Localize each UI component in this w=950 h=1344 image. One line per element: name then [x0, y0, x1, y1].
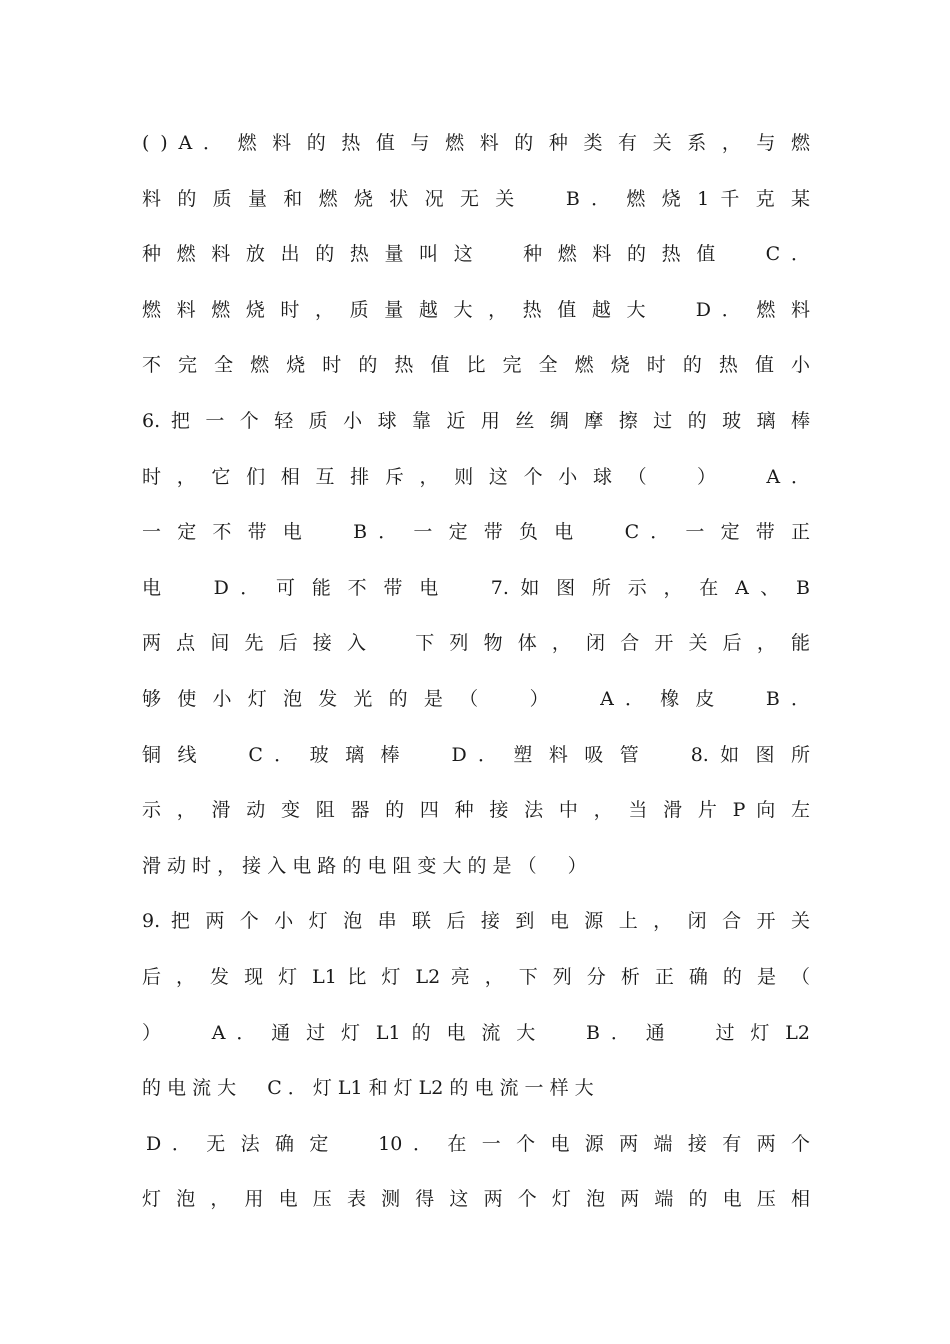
text-line-9: 电 D ． 可 能 不 带 电 7. 如 图 所 示 ， 在 A 、 B	[142, 576, 810, 599]
text-line-1: ( ) A ． 燃 料 的 热 值 与 燃 料 的 种 类 有 关 系 ， 与 燃	[142, 132, 810, 154]
text-line-11: 够 使 小 灯 泡 发 光 的 是 （ ） A ． 橡 皮 B ．	[142, 687, 810, 710]
text-line-14: 滑 动 时 ， 接 入 电 路 的 电 阻 变 大 的 是 （ ）	[142, 854, 587, 877]
text-line-19: D ． 无 法 确 定 10 ． 在 一 个 电 源 两 端 接 有 两 个	[146, 1132, 810, 1155]
text-line-10: 两 点 间 先 后 接 入 下 列 物 体 ， 闭 合 开 关 后 ， 能	[142, 632, 810, 655]
text-line-20: 灯 泡 ， 用 电 压 表 测 得 这 两 个 灯 泡 两 端 的 电 压 相	[142, 1188, 810, 1211]
text-line-2: 料 的 质 量 和 燃 烧 状 况 无 关 B ． 燃 烧 1 千 克 某	[142, 187, 810, 210]
text-line-13: 示 ， 滑 动 变 阻 器 的 四 种 接 法 中 ， 当 滑 片 P 向 左	[142, 799, 810, 822]
text-line-15: 9. 把 两 个 小 灯 泡 串 联 后 接 到 电 源 上 ， 闭 合 开 关	[142, 910, 810, 933]
text-line-12: 铜 线 C ． 玻 璃 棒 D ． 塑 料 吸 管 8. 如 图 所	[142, 743, 810, 766]
text-line-16: 后 ， 发 现 灯 L1 比 灯 L2 亮 ， 下 列 分 析 正 确 的 是 （	[142, 965, 810, 988]
text-line-17: ） A ． 通 过 灯 L1 的 电 流 大 B ． 通 过 灯 L2	[142, 1021, 810, 1044]
text-line-18: 的 电 流 大 C ． 灯 L1 和 灯 L2 的 电 流 一 样 大	[142, 1077, 594, 1100]
text-line-6: 6. 把 一 个 轻 质 小 球 靠 近 用 丝 绸 摩 擦 过 的 玻 璃 棒	[142, 409, 810, 432]
text-line-8: 一 定 不 带 电 B ． 一 定 带 负 电 C ． 一 定 带 正	[142, 521, 810, 544]
question-text-block	[142, 116, 810, 1228]
text-line-5: 不 完 全 燃 烧 时 的 热 值 比 完 全 燃 烧 时 的 热 值 小	[142, 354, 810, 377]
text-line-4: 燃 料 燃 烧 时 ， 质 量 越 大 ， 热 值 越 大 D ． 燃 料	[142, 298, 810, 321]
text-line-3: 种 燃 料 放 出 的 热 量 叫 这 种 燃 料 的 热 值 C ．	[142, 243, 810, 266]
text-line-7: 时 ， 它 们 相 互 排 斥 ， 则 这 个 小 球 （ ） A ．	[142, 465, 810, 488]
